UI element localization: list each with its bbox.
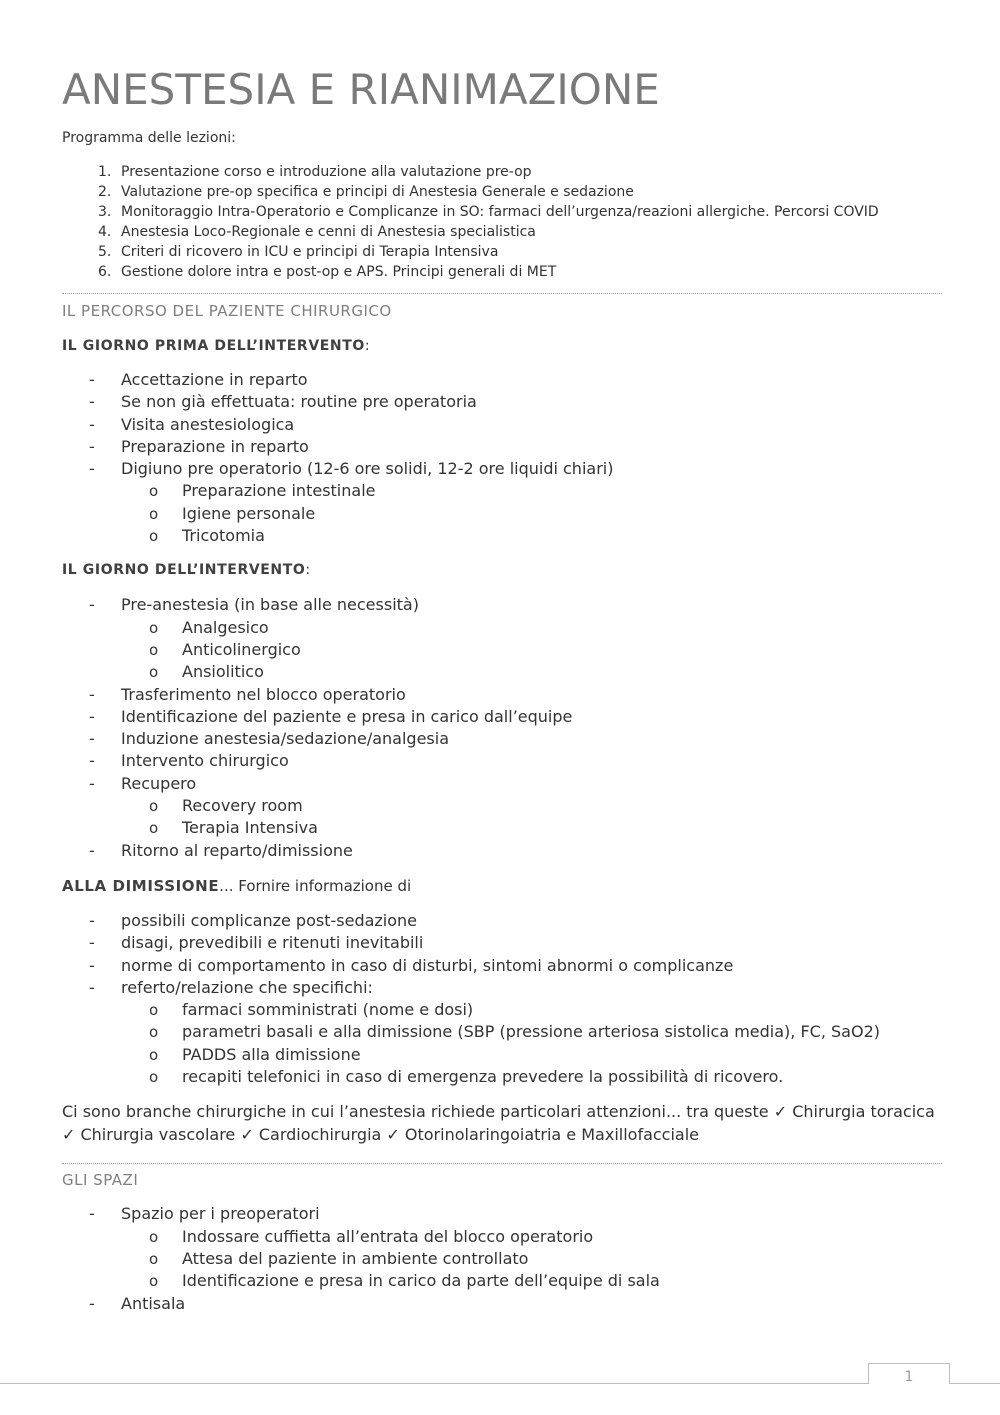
sub-list <box>121 617 942 684</box>
list-item: - Digiuno pre operatorio (12-6 ore solidi, 12-2 ore liquidi chiari) o Preparazione intestinale o Igiene personale o Tricotomia <box>62 458 942 547</box>
page-number: 1 <box>868 1363 950 1384</box>
document-page <box>62 62 942 1315</box>
list-item: 6. Gestione dolore intra e post-op e APS. Principi generali di MET <box>98 264 557 280</box>
list-item: - Visita anestesiologica <box>89 414 295 434</box>
section-divider <box>62 293 942 294</box>
list-item: - Se non già effettuata: routine pre operatoria <box>89 392 477 412</box>
list-item: - Pre-anestesia (in base alle necessità) o Analgesico o Anticolinergico o Ansiolitico <box>62 594 942 683</box>
list-item: o parametri basali e alla dimissione (SBP (pressione arteriosa sistolica media), FC, SaO2) <box>149 1022 880 1042</box>
list-item: - Identificazione del paziente e presa in carico dall’equipe <box>89 706 573 726</box>
list-item: 2. Valutazione pre-op specifica e principi di Anestesia Generale e sedazione <box>98 184 634 200</box>
subsection-heading: ALLA DIMISSIONE... Fornire informazione di <box>62 876 412 895</box>
list-item: 4. Anestesia Loco-Regionale e cenni di Anestesia specialistica <box>98 224 536 240</box>
list-item: o Ansiolitico <box>149 662 264 682</box>
list-item: - Accettazione in reparto <box>89 370 308 389</box>
section-divider <box>62 1163 942 1164</box>
sub-list <box>121 1226 942 1293</box>
surgical-branches-line-2: ✓ Chirurgia vascolare ✓ Cardiochirurgia ✓ Otorinolaringoiatria e Maxillofacciale <box>62 1125 700 1145</box>
subsection-heading: IL GIORNO DELL’INTERVENTO: <box>62 562 311 579</box>
list-item: - Trasferimento nel blocco operatorio <box>89 684 406 704</box>
list-item: o recapiti telefonici in caso di emergenza prevedere la possibilità di ricovero. <box>149 1067 784 1087</box>
list-item: - Spazio per i preoperatori o Indossare cuffietta all’entrata del blocco operatorio o Attesa del paziente in ambiente controllato o Identificazione e presa in carico da parte dell’equipe di sala <box>62 1203 942 1292</box>
list-item: o Tricotomia <box>149 526 265 546</box>
lesson-program-list <box>62 162 942 282</box>
list-item: - norme di comportamento in caso di disturbi, sintomi abnormi o complicanze <box>89 955 734 975</box>
footer-rule <box>0 1383 1000 1384</box>
list-item: - Intervento chirurgico <box>89 751 289 771</box>
list-item: 5. Criteri di ricovero in ICU e principi di Terapia Intensiva <box>98 244 499 260</box>
day-before-list <box>62 369 942 547</box>
list-item: o Preparazione intestinale <box>149 481 376 501</box>
list-item: - referto/relazione che specifichi: o farmaci somministrati (nome e dosi) o parametri basali e alla dimissione (SBP (pressione arteriosa sistolica media), FC, SaO2) o PADDS alla dimissione o recapiti telefonici in caso di emergenza prevedere la possibilità di ricovero. <box>62 977 942 1088</box>
sub-list <box>121 795 942 840</box>
list-item: o Indossare cuffietta all’entrata del blocco operatorio <box>149 1226 594 1246</box>
list-item: 1. Presentazione corso e introduzione alla valutazione pre-op <box>98 164 532 180</box>
surgical-branches-line-1: Ci sono branche chirurgiche in cui l’anestesia richiede particolari attenzioni... tra queste ✓ Chirurgia toracica <box>62 1102 935 1122</box>
list-item: - Antisala <box>89 1293 186 1313</box>
list-item: o Anticolinergico <box>149 639 301 659</box>
section-title: IL PERCORSO DEL PAZIENTE CHIRURGICO <box>62 302 392 320</box>
section-title: GLI SPAZI <box>62 1171 139 1190</box>
subsection-heading: IL GIORNO PRIMA DELL’INTERVENTO: <box>62 338 370 354</box>
list-item: o Igiene personale <box>149 503 316 523</box>
list-item: - Preparazione in reparto <box>89 436 309 456</box>
list-item: o Recovery room <box>149 796 303 816</box>
program-intro: Programma delle lezioni: <box>62 130 236 146</box>
list-item: 3. Monitoraggio Intra-Operatorio e Complicanze in SO: farmaci dell’urgenza/reazioni allergiche. Percorsi COVID <box>98 204 879 220</box>
list-item: o PADDS alla dimissione <box>149 1044 361 1064</box>
list-item: o Analgesico <box>149 617 269 637</box>
spaces-list <box>62 1203 942 1314</box>
discharge-list <box>62 910 942 1088</box>
day-of-list <box>62 594 942 862</box>
sub-list <box>121 999 942 1088</box>
list-item: - Ritorno al reparto/dimissione <box>89 840 353 860</box>
list-item: - possibili complicanze post-sedazione <box>89 910 418 930</box>
document-title: ANESTESIA E RIANIMAZIONE <box>62 65 660 114</box>
list-item: o Terapia Intensiva <box>149 818 318 838</box>
list-item: o Attesa del paziente in ambiente controllato <box>149 1248 529 1268</box>
sub-list <box>121 480 942 547</box>
list-item: - disagi, prevedibili e ritenuti inevitabili <box>89 933 424 953</box>
list-item: o farmaci somministrati (nome e dosi) <box>149 1000 474 1020</box>
list-item: - Induzione anestesia/sedazione/analgesia <box>89 729 450 749</box>
list-item: - Recupero o Recovery room o Terapia Intensiva <box>62 773 942 840</box>
list-item: o Identificazione e presa in carico da parte dell’equipe di sala <box>149 1271 660 1291</box>
